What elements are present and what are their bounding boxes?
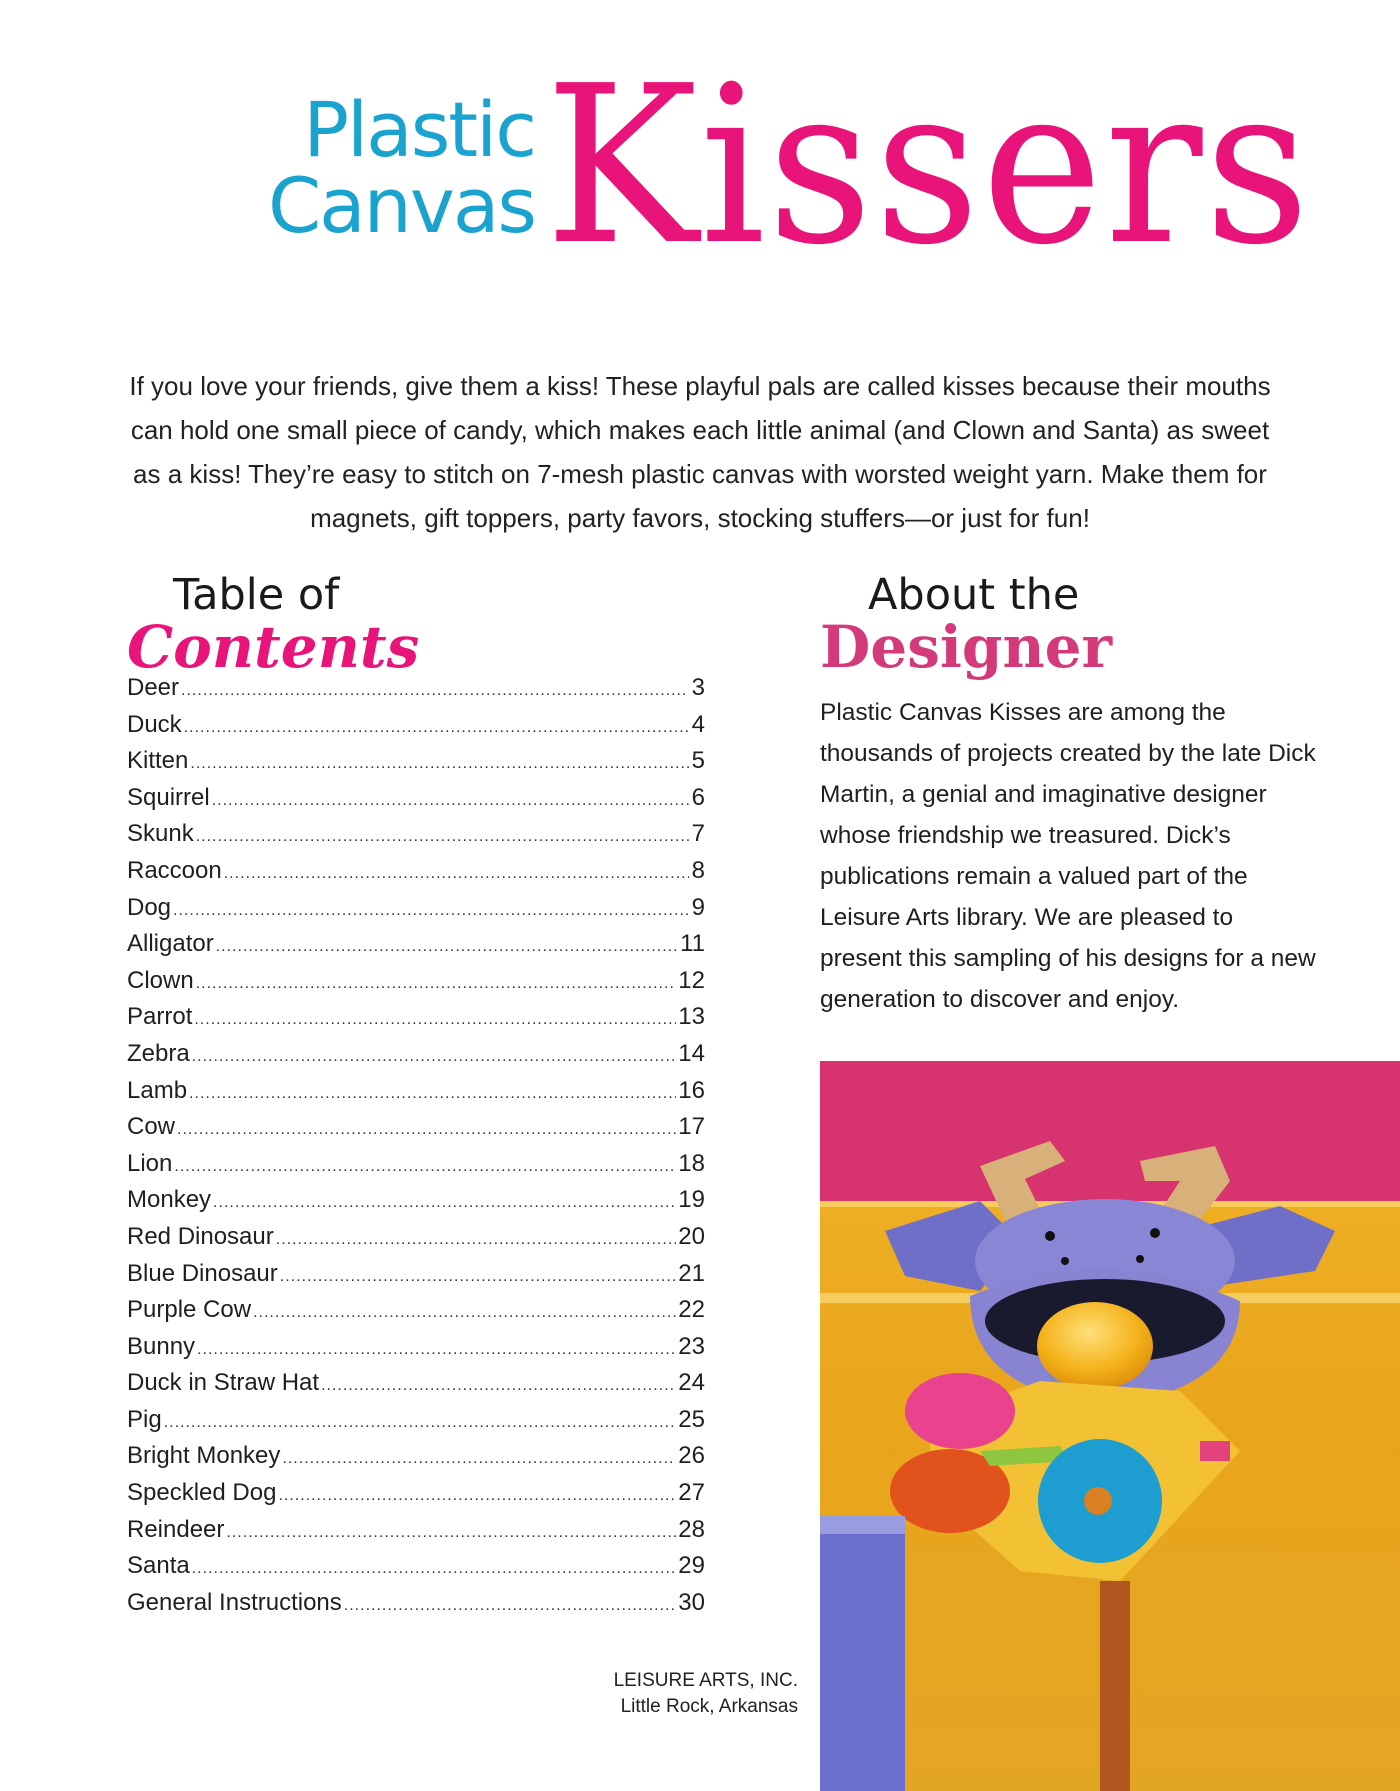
toc-entry-label: Parrot — [127, 1003, 193, 1031]
title-main-kissers: Kissers — [545, 40, 1312, 293]
toc-entry — [127, 1333, 705, 1370]
toc-entry-label: Bunny — [127, 1332, 196, 1360]
about-heading-bottom: Designer — [820, 613, 1113, 681]
toc-heading-bottom: Contents — [127, 613, 420, 681]
toc-entry-page: 21 — [678, 1259, 705, 1287]
toc-entry — [127, 894, 705, 931]
toc-leader-dots — [276, 1231, 677, 1249]
toc-entry — [127, 1369, 705, 1406]
toc-entry — [127, 1479, 705, 1516]
toc-leader-dots — [253, 1304, 676, 1322]
about-heading-top: About the — [868, 570, 1080, 620]
toc-entry-label: Lamb — [127, 1076, 188, 1104]
toc-entry-label: Deer — [127, 674, 180, 701]
toc-entry-page: 20 — [678, 1222, 705, 1250]
toc-leader-dots — [164, 1414, 677, 1432]
toc-entry-page: 16 — [678, 1076, 705, 1104]
toc-leader-dots — [177, 1121, 676, 1139]
purple-cow-illustration — [820, 1061, 1400, 1791]
toc-entry-label: Alligator — [127, 930, 214, 958]
toc-entry-label: Dog — [127, 893, 172, 921]
toc-leader-dots — [224, 865, 689, 883]
toc-entry-page: 5 — [691, 747, 705, 775]
toc-entry-page: 12 — [678, 966, 705, 994]
toc-entry — [127, 747, 705, 784]
toc-leader-dots — [282, 1450, 676, 1468]
toc-entry-page: 23 — [678, 1332, 705, 1360]
toc-entry-label: Clown — [127, 966, 194, 994]
toc-entry-page: 27 — [678, 1479, 705, 1507]
toc-entry-page: 8 — [691, 856, 705, 884]
toc-entry-label: Skunk — [127, 820, 194, 848]
toc-entry-label: Purple Cow — [127, 1296, 252, 1324]
toc-entry — [127, 1040, 705, 1077]
publisher-name: LEISURE ARTS, INC. — [613, 1670, 798, 1691]
toc-entry — [127, 1260, 705, 1297]
toc-leader-dots — [184, 719, 689, 737]
toc-entry — [127, 930, 705, 967]
toc-entry-label: Raccoon — [127, 856, 222, 884]
toc-entry-label: Blue Dinosaur — [127, 1259, 278, 1287]
title-line-canvas: Canvas — [268, 161, 535, 250]
toc-entry-label: Duck — [127, 710, 182, 738]
toc-entry — [127, 1150, 705, 1187]
toc-entry-page: 26 — [678, 1442, 705, 1470]
toc-leader-dots — [190, 755, 689, 773]
toc-entry-page: 22 — [678, 1296, 705, 1324]
toc-entry-label: Red Dinosaur — [127, 1222, 274, 1250]
toc-entry-page: 9 — [691, 893, 705, 921]
toc-leader-dots — [196, 975, 677, 993]
toc-entry-label: Zebra — [127, 1039, 190, 1067]
purple-cow-photo — [820, 1061, 1400, 1791]
toc-leader-dots — [280, 1268, 677, 1286]
toc-entry — [127, 1077, 705, 1114]
toc-entry-page: 17 — [678, 1113, 705, 1141]
toc-entry — [127, 1589, 705, 1626]
toc-leader-dots — [196, 828, 689, 846]
toc-entry — [127, 1186, 705, 1223]
toc-entry — [127, 820, 705, 857]
toc-entry-label: Reindeer — [127, 1515, 225, 1543]
toc-entry-label: Bright Monkey — [127, 1442, 281, 1470]
toc-entry — [127, 1296, 705, 1333]
toc-heading-top: Table of — [173, 570, 340, 620]
toc-leader-dots — [181, 682, 689, 700]
toc-entry — [127, 784, 705, 821]
toc-entry — [127, 1516, 705, 1553]
toc-leader-dots — [189, 1085, 676, 1103]
toc-leader-dots — [212, 792, 689, 810]
toc-entry — [127, 1003, 705, 1040]
toc-leader-dots — [192, 1048, 677, 1066]
toc-entry-page: 14 — [678, 1039, 705, 1067]
toc-leader-dots — [278, 1487, 676, 1505]
toc-entry-label: General Instructions — [127, 1588, 342, 1616]
toc-leader-dots — [216, 938, 678, 956]
toc-entry-page: 3 — [691, 674, 705, 701]
about-designer-text: Plastic Canvas Kisses are among the thousands of projects created by the late Dick Martin, a genial and imaginative designer whose friendship we treasured. Dick’s publications remain a valued part of the Leisure Arts library. We are pleased to present this sampling of his designs for a new generation to discover and enjoy. — [820, 699, 1316, 1013]
toc-entry — [127, 1552, 705, 1589]
toc-leader-dots — [197, 1341, 676, 1359]
toc-entry — [127, 1442, 705, 1479]
toc-leader-dots — [194, 1011, 676, 1029]
toc-entry-label: Duck in Straw Hat — [127, 1369, 320, 1397]
toc-entry — [127, 1406, 705, 1443]
toc-entry-label: Monkey — [127, 1186, 212, 1214]
toc-entry-label: Squirrel — [127, 783, 210, 811]
toc-entry-page: 25 — [678, 1405, 705, 1433]
intro-paragraph: If you love your friends, give them a kiss! These playful pals are called kisses because their mouths can hold one small piece of candy, which makes each little animal (and Clown and Santa) as sweet as a kiss! They’re easy to stitch on 7-mesh plastic canvas with worsted weight yarn. Make them for magnets, gift toppers, party favors, stocking stuffers—or just for fun! — [129, 371, 1271, 533]
toc-entry-page: 28 — [678, 1515, 705, 1543]
toc-entry-page: 11 — [680, 930, 705, 958]
toc-leader-dots — [192, 1560, 677, 1578]
toc-leader-dots — [213, 1194, 676, 1212]
toc-entry-label: Lion — [127, 1149, 173, 1177]
toc-entry-label: Pig — [127, 1405, 162, 1433]
publisher-location: Little Rock, Arkansas — [620, 1696, 798, 1717]
title-subtitle — [195, 85, 535, 250]
toc-leader-dots — [226, 1524, 676, 1542]
toc-entry-page: 29 — [678, 1552, 705, 1580]
toc-entry — [127, 857, 705, 894]
toc-entry-page: 18 — [678, 1149, 705, 1177]
toc-entry-page: 30 — [678, 1588, 705, 1616]
toc-entry-page: 4 — [691, 710, 705, 738]
toc-entry-page: 7 — [691, 820, 705, 848]
toc-entry-page: 24 — [678, 1369, 705, 1397]
toc-leader-dots — [174, 1158, 676, 1176]
toc-leader-dots — [173, 902, 689, 920]
toc-entry-label: Speckled Dog — [127, 1479, 277, 1507]
toc-entry — [127, 1113, 705, 1150]
toc-entry-page: 6 — [691, 783, 705, 811]
toc-entry-label: Santa — [127, 1552, 190, 1580]
toc-leader-dots — [321, 1377, 676, 1395]
toc-leader-dots — [344, 1597, 677, 1615]
toc-entry — [127, 1223, 705, 1260]
publisher-info — [580, 1668, 798, 1720]
about-heading — [820, 570, 1113, 681]
toc-entry-page: 19 — [678, 1186, 705, 1214]
toc-entry — [127, 674, 705, 711]
toc-entry-label: Cow — [127, 1113, 176, 1141]
toc-heading — [127, 570, 420, 681]
toc-entry — [127, 967, 705, 1004]
title-line-plastic: Plastic — [303, 85, 535, 174]
toc-entry-label: Kitten — [127, 747, 189, 775]
table-of-contents — [127, 674, 705, 1625]
toc-entry-page: 13 — [678, 1003, 705, 1031]
toc-entry — [127, 711, 705, 748]
book-title — [195, 40, 1312, 302]
